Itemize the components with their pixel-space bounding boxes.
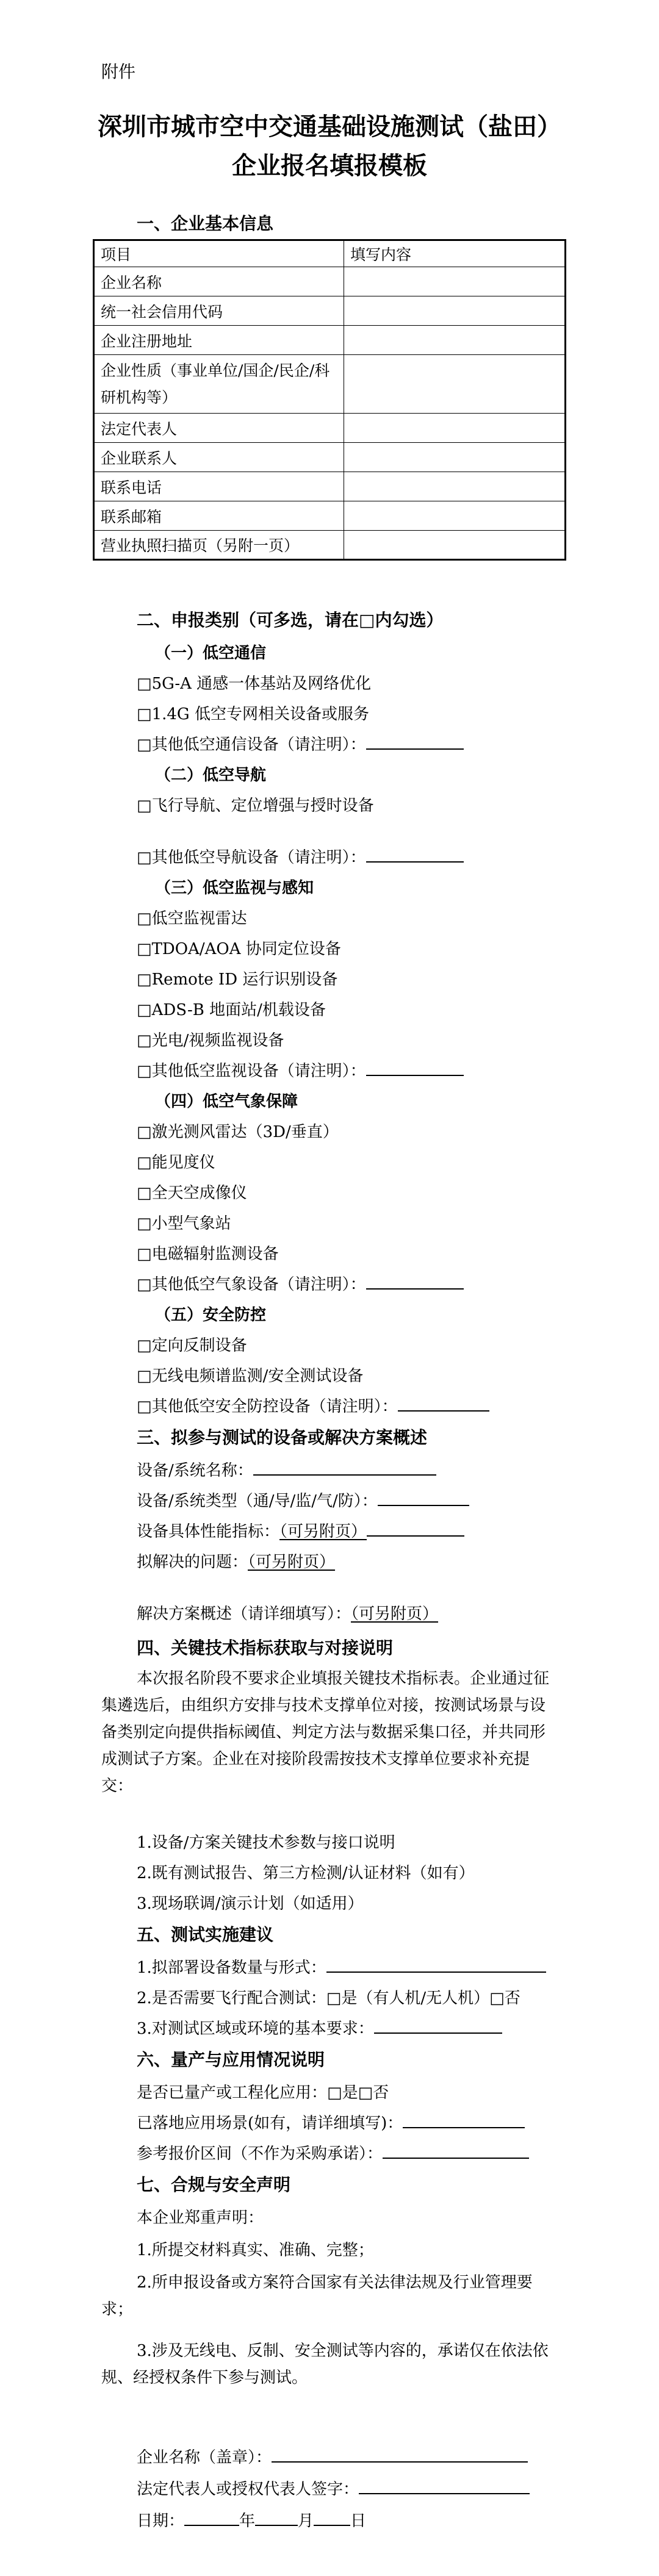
page-title: 深圳市城市空中交通基础设施测试（盐田）	[98, 112, 561, 141]
fill-blank[interactable]	[272, 2445, 528, 2463]
table-row	[94, 414, 566, 443]
field-deploy-quantity[interactable]: 1.拟部署设备数量与形式：	[137, 1955, 546, 1978]
attachment-label: 附件	[101, 62, 136, 82]
fill-cell[interactable]	[344, 267, 566, 296]
category-5-heading: （五）安全防控	[155, 1306, 267, 1324]
table-row	[94, 531, 566, 560]
checkbox-option[interactable]: □Remote ID 运行识别设备	[137, 970, 338, 989]
fill-cell[interactable]	[344, 414, 566, 443]
field-solution[interactable]: 解决方案概述（请详细填写）：（可另附页）	[137, 1605, 439, 1623]
checkbox-option[interactable]: □小型气象站	[137, 1214, 231, 1233]
list-item: 3.现场联调/演示计划（如适用）	[137, 1895, 364, 1913]
row-label: 企业联系人	[94, 443, 344, 472]
fill-blank[interactable]	[378, 1489, 469, 1506]
field-device-name[interactable]: 设备/系统名称：	[137, 1458, 436, 1480]
fill-cell[interactable]	[344, 472, 566, 501]
fill-cell[interactable]	[344, 443, 566, 472]
fill-cell[interactable]	[344, 501, 566, 531]
row-label: 营业执照扫描页（另附一页）	[94, 531, 344, 560]
field-device-type[interactable]: 设备/系统类型（通/导/监/气/防）：	[137, 1488, 469, 1511]
checkbox-option[interactable]: □激光测风雷达（3D/垂直）	[137, 1123, 339, 1141]
section-7-heading: 七、合规与安全声明	[137, 2175, 291, 2195]
field-mass-production[interactable]: 是否已量产或工程化应用：□是□否	[137, 2084, 389, 2102]
fill-blank[interactable]	[359, 2477, 530, 2494]
signature-date[interactable]: 日期： 年 月 日	[137, 2508, 366, 2531]
fill-blank[interactable]	[366, 845, 464, 863]
checkbox-option[interactable]: □5G-A 通感一体基站及网络优化	[137, 675, 372, 693]
section-1-heading: 一、企业基本信息	[137, 213, 274, 234]
field-flight-test[interactable]: 2.是否需要飞行配合测试：□是（有人机/无人机）□否	[137, 1989, 520, 2007]
fill-cell[interactable]	[344, 355, 566, 414]
section-4-paragraph: 本次报名阶段不要求企业填报关键技术指标表。企业通过征集遴选后，由组织方安排与技术支撑单位对接，按测试场景与设备类别定向提供指标阈值、判定方法与数据采集口径，并共同形成测试子方案。企业在对接阶段需按技术支撑单位要求补充提交：	[101, 1670, 550, 1795]
category-2-heading: （二）低空导航	[155, 766, 267, 784]
row-label: 企业名称	[94, 267, 344, 296]
day-blank[interactable]	[314, 2509, 350, 2526]
fill-cell[interactable]	[344, 296, 566, 326]
row-label: 联系邮箱	[94, 501, 344, 531]
checkbox-option[interactable]: □定向反制设备	[137, 1336, 247, 1355]
month-blank[interactable]	[255, 2509, 298, 2526]
row-label: 统一社会信用代码	[94, 296, 344, 326]
row-label: 企业性质（事业单位/国企/民企/科研机构等）	[94, 355, 344, 414]
checkbox-option[interactable]: □飞行导航、定位增强与授时设备	[137, 797, 374, 815]
page-subtitle: 企业报名填报模板	[232, 151, 427, 180]
declaration-item: 2.所申报设备或方案符合国家有关法律法规及行业管理要求；	[101, 2273, 533, 2319]
declaration-item: 3.涉及无线电、反制、安全测试等内容的，承诺仅在依法依规、经授权条件下参与测试。	[101, 2342, 549, 2387]
fill-cell[interactable]	[344, 531, 566, 560]
checkbox-option-other[interactable]: □其他低空气象设备（请注明）：	[137, 1272, 464, 1294]
field-application-scenarios[interactable]: 已落地应用场景(如有，请详细填写)：	[137, 2111, 525, 2133]
fill-blank[interactable]	[366, 733, 464, 750]
table-header-row	[94, 240, 566, 267]
table-row	[94, 443, 566, 472]
section-4-heading: 四、关键技术指标获取与对接说明	[137, 1638, 394, 1658]
fill-blank[interactable]	[253, 1458, 436, 1476]
section-5-heading: 五、测试实施建议	[137, 1925, 274, 1945]
checkbox-option[interactable]: □ADS-B 地面站/机载设备	[137, 1001, 326, 1019]
checkbox-option-other[interactable]: □其他低空导航设备（请注明）：	[137, 845, 464, 867]
fill-blank[interactable]	[398, 1394, 489, 1412]
table-row	[94, 355, 566, 414]
fill-cell[interactable]	[344, 326, 566, 355]
field-environment[interactable]: 3.对测试区域或环境的基本要求：	[137, 2016, 502, 2039]
field-device-performance[interactable]: 设备具体性能指标：（可另附页）	[137, 1519, 464, 1541]
checkbox-option-other[interactable]: □其他低空安全防控设备（请注明）：	[137, 1394, 489, 1416]
declaration-intro: 本企业郑重声明：	[137, 2209, 264, 2227]
table-row	[94, 472, 566, 501]
section-2-heading: 二、申报类别（可多选，请在□内勾选）	[137, 610, 444, 630]
fill-blank[interactable]	[366, 1272, 464, 1290]
declaration-item: 1.所提交材料真实、准确、完整；	[137, 2241, 374, 2259]
checkbox-option[interactable]: □1.4G 低空专网相关设备或服务	[137, 705, 369, 723]
signature-representative[interactable]: 法定代表人或授权代表人签字：	[137, 2477, 530, 2499]
row-label: 企业注册地址	[94, 326, 344, 355]
category-4-heading: （四）低空气象保障	[155, 1092, 298, 1111]
checkbox-option[interactable]: □无线电频谱监测/安全测试设备	[137, 1367, 364, 1385]
fill-blank[interactable]	[383, 2142, 529, 2159]
category-3-heading: （三）低空监视与感知	[155, 879, 314, 897]
table-row	[94, 296, 566, 326]
table-row	[94, 501, 566, 531]
field-problem[interactable]: 拟解决的问题：（可另附页）	[137, 1553, 336, 1571]
checkbox-option[interactable]: □TDOA/AOA 协同定位设备	[137, 940, 341, 958]
table-header-item: 项目	[94, 240, 344, 267]
checkbox-option-other[interactable]: □其他低空通信设备（请注明）：	[137, 732, 464, 755]
signature-company[interactable]: 企业名称（盖章）：	[137, 2445, 528, 2467]
enterprise-info-table	[93, 239, 566, 561]
row-label: 法定代表人	[94, 414, 344, 443]
table-row	[94, 267, 566, 296]
table-header-content: 填写内容	[344, 240, 566, 267]
field-price-range[interactable]: 参考报价区间（不作为采购承诺）：	[137, 2141, 529, 2164]
list-item: 1.设备/方案关键技术参数与接口说明	[137, 1834, 395, 1852]
fill-blank[interactable]	[367, 1519, 464, 1537]
fill-blank[interactable]	[374, 2017, 502, 2034]
category-1-heading: （一）低空通信	[155, 644, 267, 662]
fill-blank[interactable]	[403, 2111, 525, 2128]
year-blank[interactable]	[184, 2509, 239, 2526]
checkbox-option[interactable]: □全天空成像仪	[137, 1184, 247, 1202]
row-label: 联系电话	[94, 472, 344, 501]
checkbox-option[interactable]: □电磁辐射监测设备	[137, 1245, 279, 1263]
checkbox-option[interactable]: □低空监视雷达	[137, 909, 247, 928]
checkbox-option-other[interactable]: □其他低空监视设备（请注明）：	[137, 1058, 464, 1081]
list-item: 2.既有测试报告、第三方检测/认证材料（如有）	[137, 1864, 475, 1882]
fill-blank[interactable]	[326, 1956, 546, 1973]
checkbox-option[interactable]: □能见度仪	[137, 1153, 215, 1172]
fill-blank[interactable]	[366, 1059, 464, 1076]
table-row	[94, 326, 566, 355]
section-3-heading: 三、拟参与测试的设备或解决方案概述	[137, 1427, 428, 1448]
section-6-heading: 六、量产与应用情况说明	[137, 2050, 325, 2070]
checkbox-option[interactable]: □光电/视频监视设备	[137, 1031, 284, 1050]
